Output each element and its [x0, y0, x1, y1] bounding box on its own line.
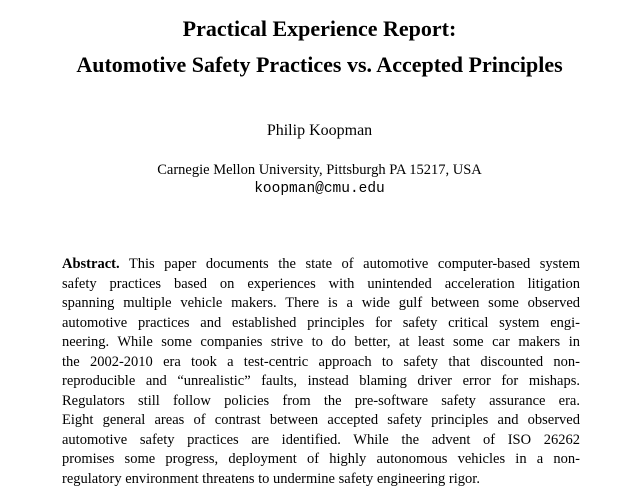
abstract-line: the 2002-2010 era took a test-centric approach to safety that discounted non- [62, 353, 580, 370]
abstract-line-text: This paper documents the state of automotive computer-based system [119, 256, 580, 272]
paper-title-line-2: Automotive Safety Practices vs. Accepted Principles [76, 52, 563, 77]
abstract [62, 255, 580, 489]
abstract-line: neering. While some companies strive to do better, at least some car makers in [62, 334, 580, 350]
author-email: koopman@cmu.edu [254, 181, 385, 197]
abstract-line: Regulators still follow policies from the pre-software safety assurance era. [62, 392, 580, 409]
abstract-line: safety practices based on experiences with unintended acceleration litigation [62, 275, 580, 292]
author-name: Philip Koopman [266, 122, 373, 139]
abstract-line: regulatory environment threatens to undermine safety engineering rigor. [62, 470, 480, 487]
abstract-line: promises some progress, deployment of highly autonomous vehicles in a non- [62, 451, 580, 467]
abstract-line: automotive safety practices are identified. While the advent of ISO 26262 [62, 431, 580, 448]
abstract-line: reproducible and “unrealistic” faults, instead blaming driver error for mishaps. [62, 373, 580, 389]
paper-title-line-1: Practical Experience Report: [182, 16, 457, 41]
abstract-line: automotive practices and established principles for safety critical system engi- [62, 314, 580, 331]
author-affiliation: Carnegie Mellon University, Pittsburgh PA 15217, USA [157, 162, 482, 178]
abstract-line: Eight general areas of contrast between accepted safety principles and observed [62, 412, 580, 428]
abstract-line: spanning multiple vehicle makers. There is a wide gulf between some observed [62, 295, 580, 311]
abstract-label: Abstract. [62, 256, 120, 272]
abstract-line [62, 255, 580, 275]
